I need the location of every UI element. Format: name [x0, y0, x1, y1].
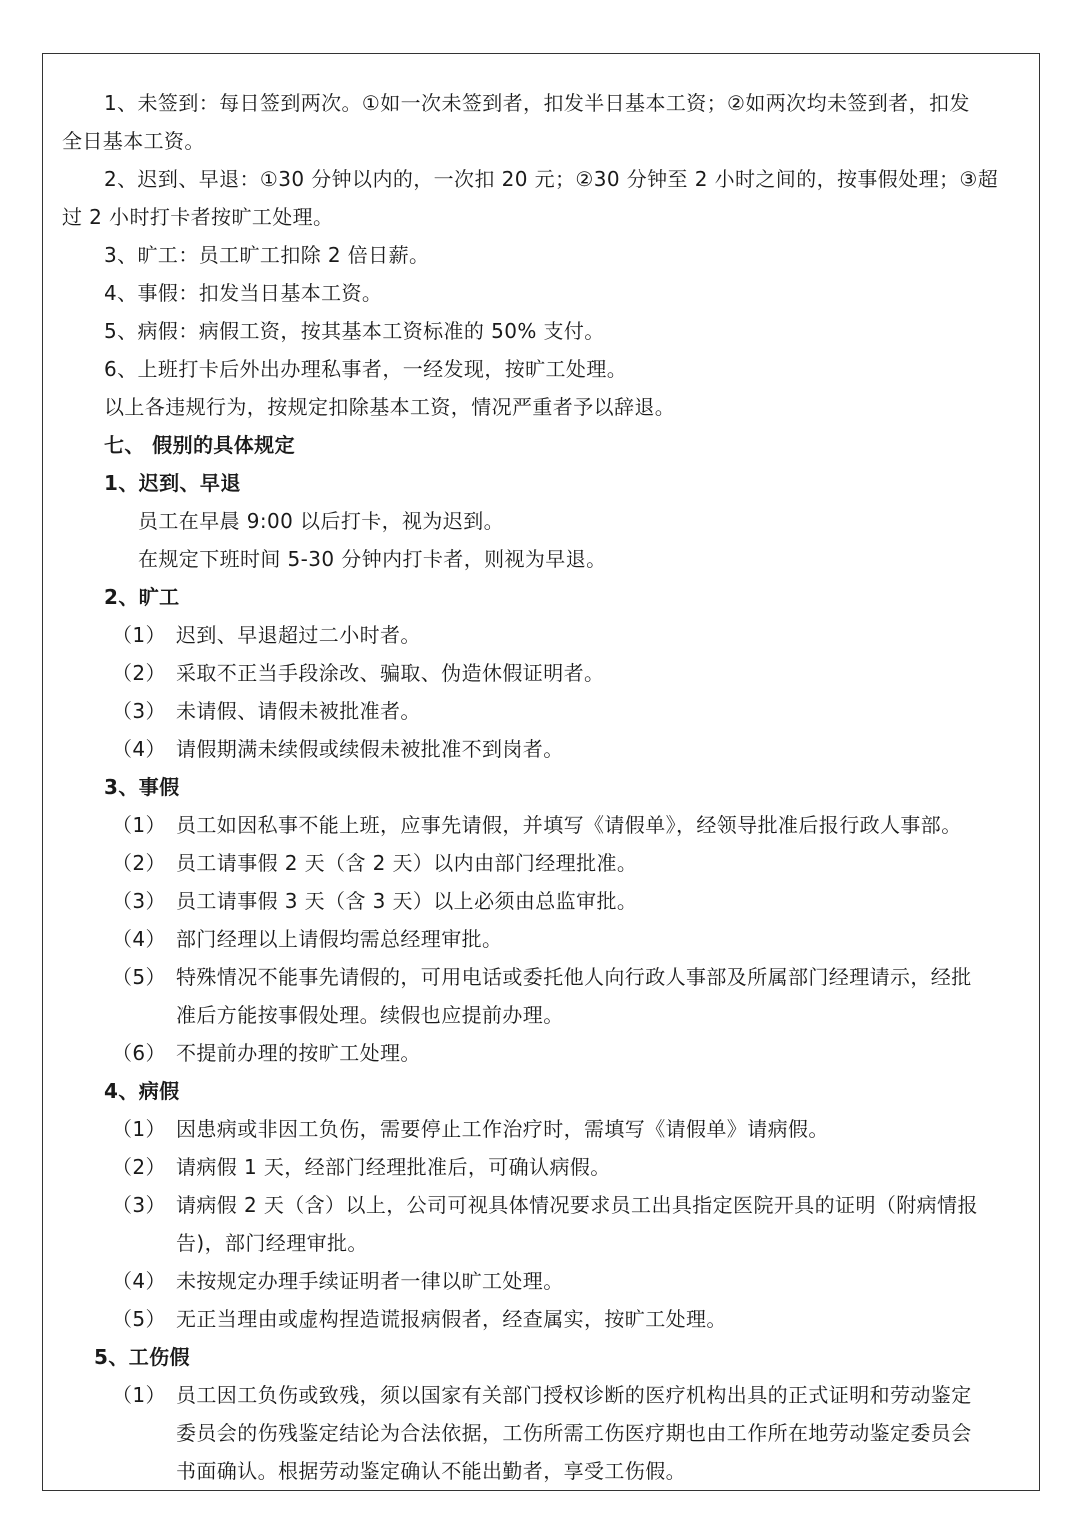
rule-1-line-2: 全日基本工资。: [62, 129, 205, 153]
sick-item-1-num: （1）: [112, 1117, 166, 1141]
absent-item-2: 采取不正当手段涂改、骗取、伪造休假证明者。: [176, 661, 605, 685]
personal-item-2-num: （2）: [112, 851, 166, 875]
rule-3: 3、旷工：员工旷工扣除 2 倍日薪。: [104, 243, 430, 267]
rule-6: 6、上班打卡后外出办理私事者，一经发现，按旷工处理。: [104, 357, 628, 381]
sick-item-3: 请病假 2 天（含）以上，公司可视具体情况要求员工出具指定医院开具的证明（附病情报: [176, 1193, 978, 1217]
sick-item-5-num: （5）: [112, 1307, 166, 1331]
personal-item-5: 特殊情况不能事先请假的，可用电话或委托他人向行政人事部及所属部门经理请示，经批: [176, 965, 972, 989]
personal-leave-heading: 3、事假: [104, 775, 180, 799]
personal-item-1: 员工如因私事不能上班，应事先请假，并填写《请假单》，经领导批准后报行政人事部。: [176, 813, 962, 837]
sick-leave-heading: 4、病假: [104, 1079, 180, 1103]
absent-item-4-num: （4）: [112, 737, 166, 761]
absent-item-3-num: （3）: [112, 699, 166, 723]
personal-item-3: 员工请事假 3 天（含 3 天）以上必须由总监审批。: [176, 889, 638, 913]
sick-item-1: 因患病或非因工负伤，需要停止工作治疗时，需填写《请假单》请病假。: [176, 1117, 829, 1141]
sick-item-5: 无正当理由或虚构捏造谎报病假者，经查属实，按旷工处理。: [176, 1307, 727, 1331]
late-line-2: 在规定下班时间 5-30 分钟内打卡者，则视为早退。: [138, 547, 607, 571]
absent-item-3: 未请假、请假未被批准者。: [176, 699, 421, 723]
sick-item-3-cont: 告)，部门经理审批。: [176, 1231, 368, 1255]
absent-heading: 2、旷工: [104, 585, 180, 609]
injury-item-1-num: （1）: [112, 1383, 166, 1407]
personal-item-4-num: （4）: [112, 927, 166, 951]
personal-item-5-cont: 准后方能按事假处理。续假也应提前办理。: [176, 1003, 564, 1027]
absent-item-1-num: （1）: [112, 623, 166, 647]
personal-item-6-num: （6）: [112, 1041, 166, 1065]
injury-item-1: 员工因工负伤或致残，须以国家有关部门授权诊断的医疗机构出具的正式证明和劳动鉴定: [176, 1383, 972, 1407]
rule-5: 5、病假：病假工资，按其基本工资标准的 50% 支付。: [104, 319, 605, 343]
absent-item-4: 请假期满未续假或续假未被批准不到岗者。: [176, 737, 564, 761]
sick-item-4: 未按规定办理手续证明者一律以旷工处理。: [176, 1269, 564, 1293]
rule-2-line-1: 2、迟到、早退：①30 分钟以内的，一次扣 20 元；②30 分钟至 2 小时之间的，按事假处理；③超: [104, 167, 999, 191]
sick-item-4-num: （4）: [112, 1269, 166, 1293]
personal-item-3-num: （3）: [112, 889, 166, 913]
injury-item-1-cont: 委员会的伤残鉴定结论为合法依据，工伤所需工伤医疗期也由工作所在地劳动鉴定委员会: [176, 1421, 972, 1445]
injury-leave-heading: 5、工伤假: [94, 1345, 190, 1369]
late-line-1: 员工在早晨 9:00 以后打卡，视为迟到。: [138, 509, 505, 533]
rule-1-line-1: 1、未签到：每日签到两次。①如一次未签到者，扣发半日基本工资；②如两次均未签到者，扣发: [104, 91, 970, 115]
rule-4: 4、事假：扣发当日基本工资。: [104, 281, 383, 305]
injury-item-1-cont-2: 书面确认。根据劳动鉴定确认不能出勤者，享受工伤假。: [176, 1459, 686, 1483]
rules-summary: 以上各违规行为，按规定扣除基本工资，情况严重者予以辞退。: [104, 395, 676, 419]
sick-item-3-num: （3）: [112, 1193, 166, 1217]
personal-item-2: 员工请事假 2 天（含 2 天）以内由部门经理批准。: [176, 851, 638, 875]
absent-item-2-num: （2）: [112, 661, 166, 685]
personal-item-1-num: （1）: [112, 813, 166, 837]
late-heading: 1、迟到、早退: [104, 471, 241, 495]
personal-item-4: 部门经理以上请假均需总经理审批。: [176, 927, 503, 951]
sick-item-2: 请病假 1 天，经部门经理批准后，可确认病假。: [176, 1155, 611, 1179]
sick-item-2-num: （2）: [112, 1155, 166, 1179]
personal-item-6: 不提前办理的按旷工处理。: [176, 1041, 421, 1065]
section-7-title: 七、 假别的具体规定: [104, 433, 295, 457]
rule-2-line-2: 过 2 小时打卡者按旷工处理。: [62, 205, 334, 229]
personal-item-5-num: （5）: [112, 965, 166, 989]
absent-item-1: 迟到、早退超过二小时者。: [176, 623, 421, 647]
